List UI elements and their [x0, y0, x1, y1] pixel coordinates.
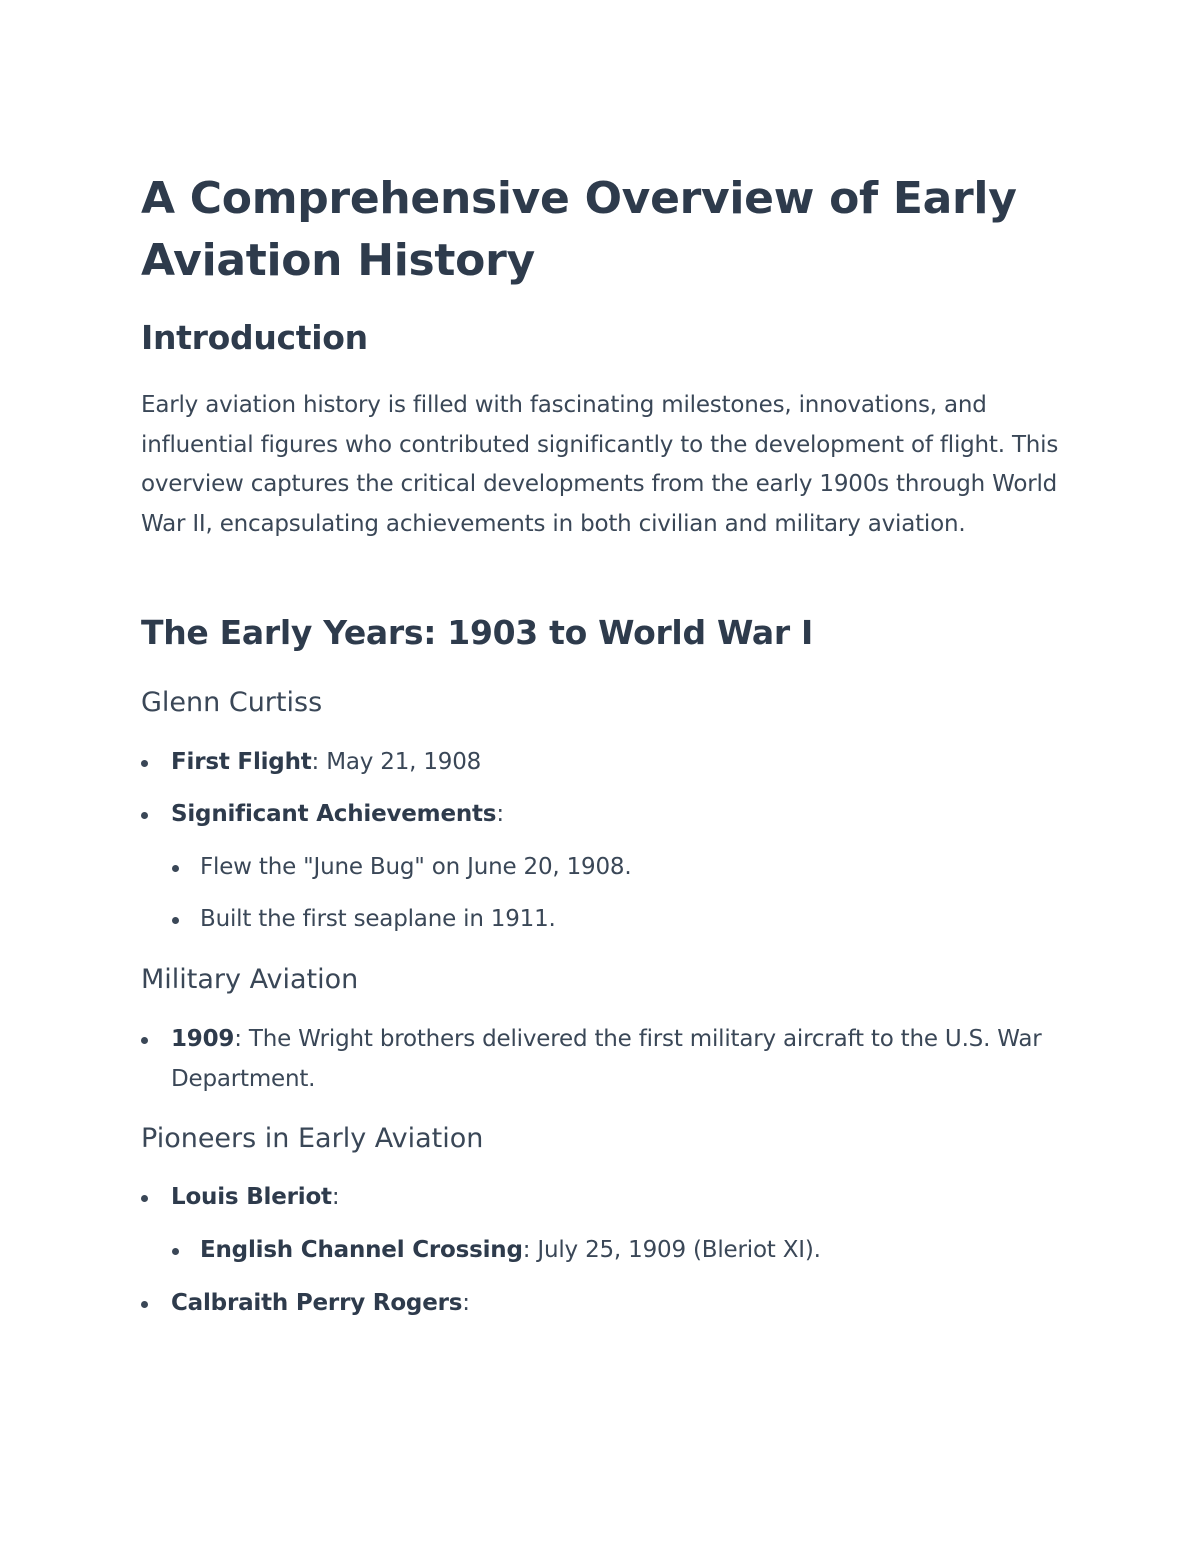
- bullet-icon: [172, 1248, 179, 1255]
- rogers-label: Calbraith Perry Rogers: [171, 1290, 463, 1316]
- subsection-heading-glenn-curtiss: Glenn Curtiss: [141, 687, 323, 718]
- list-item-louis-bleriot: [141, 1178, 339, 1218]
- first-flight-value: : May 21, 1908: [311, 749, 482, 775]
- first-flight-label: First Flight: [171, 749, 312, 775]
- subsection-heading-pioneers: Pioneers in Early Aviation: [141, 1123, 484, 1154]
- achievements-suffix: :: [496, 801, 504, 827]
- list-item-june-bug: [141, 848, 631, 888]
- bullet-icon: [141, 1037, 148, 1044]
- list-item-first-flight: [141, 743, 481, 783]
- bullet-icon: [141, 760, 148, 767]
- channel-value: : July 25, 1909 (Bleriot XI).: [522, 1237, 821, 1263]
- section-heading-early-years: The Early Years: 1903 to World War I: [141, 613, 813, 652]
- document-page: [141, 168, 1061, 1316]
- list-item-significant-achievements: [141, 795, 504, 835]
- document-title: A Comprehensive Overview of Early Aviation History: [141, 173, 1017, 286]
- military-item-value: : The Wright brothers delivered the first military aircraft to the U.S. War Department.: [171, 1026, 1042, 1092]
- achievements-label: Significant Achievements: [171, 801, 497, 827]
- achievement-text: Built the first seaplane in 1911.: [200, 906, 556, 932]
- bleriot-suffix: :: [331, 1184, 340, 1210]
- bullet-icon: [172, 865, 179, 872]
- achievement-text: Flew the "June Bug" on June 20, 1908.: [200, 854, 632, 880]
- subsection-heading-military-aviation: Military Aviation: [141, 964, 359, 995]
- list-item-1909: [141, 1020, 1071, 1099]
- bleriot-label: Louis Bleriot: [171, 1184, 332, 1210]
- list-item-calbraith-perry-rogers: [141, 1284, 470, 1324]
- rogers-suffix: :: [462, 1290, 470, 1316]
- section-heading-introduction: Introduction: [141, 318, 368, 357]
- bullet-icon: [141, 1301, 148, 1308]
- bullet-icon: [172, 917, 179, 924]
- list-item-seaplane: [141, 900, 556, 940]
- bullet-icon: [141, 812, 148, 819]
- list-item-english-channel-crossing: [141, 1231, 821, 1271]
- bullet-icon: [141, 1195, 148, 1202]
- military-item-label: 1909: [171, 1026, 235, 1052]
- channel-label: English Channel Crossing: [200, 1237, 523, 1263]
- intro-paragraph: Early aviation history is filled with fascinating milestones, innovations, and influential figures who contributed significantly to the development of flight. This overview captures the critical developments from the early 1900s through World War II, encapsulating achievements in both civilian and military aviation.: [141, 392, 1059, 537]
